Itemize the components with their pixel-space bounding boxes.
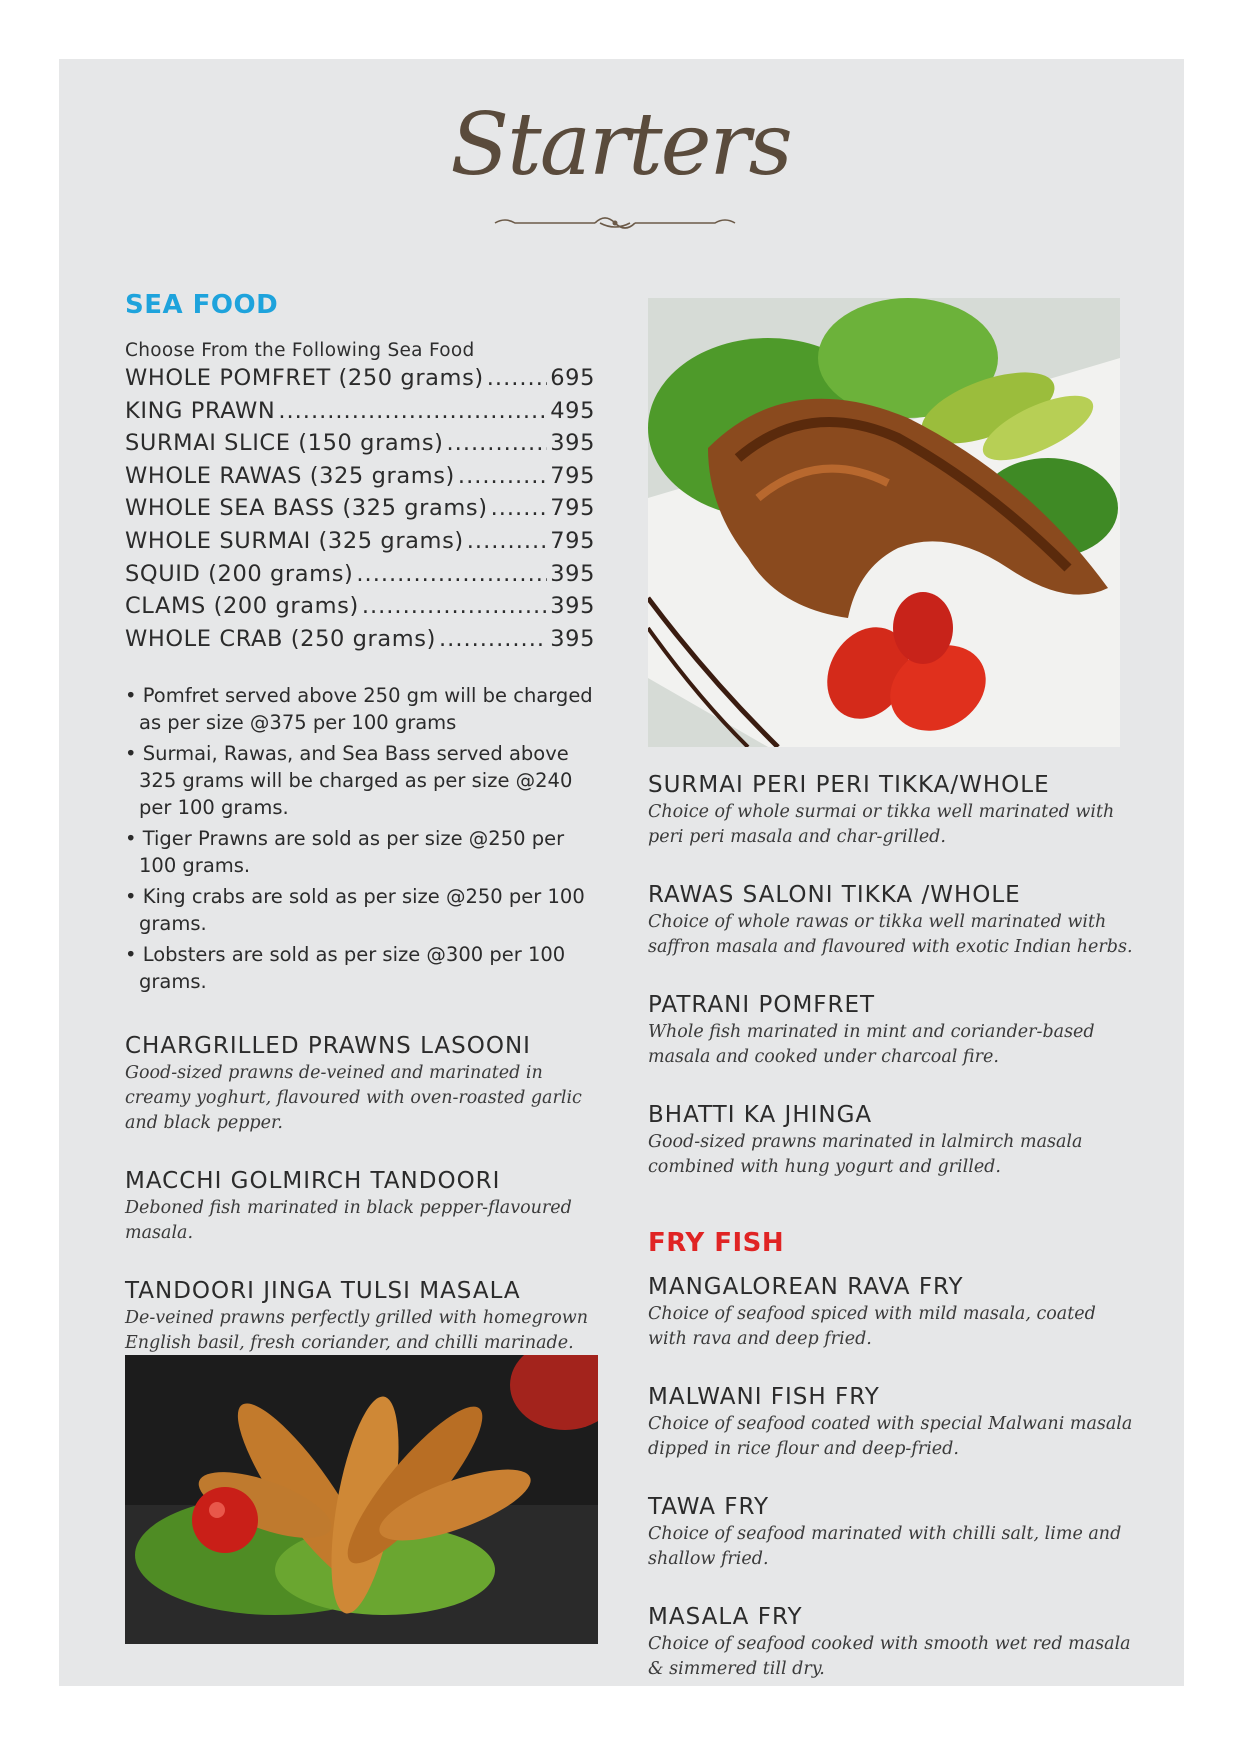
menu-item — [125, 1276, 595, 1356]
note-item: • Lobsters are sold as per size @300 per 100 grams. — [125, 941, 595, 995]
menu-item — [648, 1100, 1138, 1180]
menu-item-description: Choice of seafood spiced with mild masala, coated with rava and deep fried. — [648, 1304, 1096, 1349]
seafood-intro: Choose From the Following Sea Food — [125, 340, 475, 361]
menu-item-name: CHARGRILLED PRAWNS LASOONI — [125, 1033, 531, 1060]
menu-item-description: Deboned fish marinated in black pepper-flavoured masala. — [125, 1198, 572, 1244]
price-row — [125, 561, 595, 594]
price-row — [125, 365, 595, 398]
price-value: 395 — [550, 560, 595, 587]
menu-item — [648, 770, 1138, 850]
price-item-name: CLAMS (200 grams) — [125, 593, 359, 620]
price-dots — [439, 626, 547, 652]
menu-item — [125, 1166, 595, 1246]
fried-prawns-photo — [125, 1355, 598, 1644]
price-item-name: SQUID (200 grams) — [125, 560, 354, 587]
menu-item — [648, 880, 1138, 960]
menu-item-description: Good-sized prawns marinated in lalmirch masala combined with hung yogurt and grilled. — [648, 1132, 1083, 1177]
menu-item-description: Choice of seafood marinated with chilli salt, lime and shallow fried. — [648, 1524, 1122, 1569]
price-item-name: SURMAI SLICE (150 grams) — [125, 430, 444, 457]
price-row — [125, 398, 595, 431]
price-value: 495 — [550, 397, 595, 424]
menu-item — [648, 1492, 1138, 1572]
price-item-name: WHOLE SEA BASS (325 grams) — [125, 495, 488, 522]
price-row — [125, 626, 595, 659]
price-row — [125, 430, 595, 463]
menu-item-name: TANDOORI JINGA TULSI MASALA — [125, 1278, 521, 1305]
price-value: 395 — [550, 430, 595, 457]
menu-item-description: Good-sized prawns de-veined and marinated in creamy yoghurt, flavoured with oven-roasted garlic and black pepper. — [125, 1063, 582, 1134]
fryfish-items — [648, 1272, 1138, 1682]
price-dots — [362, 593, 547, 619]
note-item: • Surmai, Rawas, and Sea Bass served above 325 grams will be charged as per size @240 per 100 grams. — [125, 740, 595, 821]
page-title: Starters — [450, 95, 791, 195]
price-dots — [356, 561, 547, 587]
menu-item-name: MACCHI GOLMIRCH TANDOORI — [125, 1168, 501, 1195]
price-dots — [278, 398, 547, 424]
note-item: • Pomfret served above 250 gm will be charged as per size @375 per 100 grams — [125, 682, 595, 736]
menu-item-name: MASALA FRY — [648, 1604, 803, 1630]
seafood-notes — [125, 682, 595, 995]
left-items — [125, 1031, 595, 1356]
menu-item-name: SURMAI PERI PERI TIKKA/WHOLE — [648, 772, 1050, 798]
menu-item-description: Choice of seafood cooked with smooth wet red masala & simmered till dry. — [648, 1634, 1131, 1679]
right-column — [648, 770, 1138, 1712]
price-dots — [467, 528, 547, 554]
menu-item — [648, 990, 1138, 1070]
menu-item-description: Choice of whole surmai or tikka well marinated with peri peri masala and char-grilled. — [648, 802, 1115, 847]
right-items — [648, 770, 1138, 1180]
price-item-name: WHOLE RAWAS (325 grams) — [125, 462, 455, 489]
menu-item-name: PATRANI POMFRET — [648, 992, 876, 1018]
price-value: 795 — [550, 527, 595, 554]
price-dots — [447, 430, 548, 456]
menu-item-name: MANGALOREAN RAVA FRY — [648, 1274, 964, 1300]
menu-item-name: MALWANI FISH FRY — [648, 1384, 880, 1410]
menu-item — [648, 1602, 1138, 1682]
price-item-name: WHOLE POMFRET (250 grams) — [125, 365, 484, 391]
price-row — [125, 528, 595, 561]
menu-item-name: RAWAS SALONI TIKKA /WHOLE — [648, 882, 1021, 908]
seafood-price-list — [125, 365, 595, 658]
menu-item-description: Choice of whole rawas or tikka well marinated with saffron masala and flavoured with exotic Indian herbs. — [648, 912, 1133, 957]
price-value: 795 — [550, 462, 595, 489]
menu-item-name: BHATTI KA JHINGA — [648, 1102, 873, 1128]
price-dots — [458, 463, 547, 489]
fryfish-heading: FRY FISH — [648, 1228, 785, 1258]
price-item-name: WHOLE SURMAI (325 grams) — [125, 527, 464, 554]
note-item: • King crabs are sold as per size @250 per 100 grams. — [125, 883, 595, 937]
price-item-name: KING PRAWN — [125, 397, 276, 424]
menu-item-name: TAWA FRY — [648, 1494, 770, 1520]
grilled-fish-photo — [648, 298, 1120, 747]
price-row — [125, 495, 595, 528]
menu-item-description: Whole fish marinated in mint and coriander-based masala and cooked under charcoal fire. — [648, 1022, 1095, 1067]
menu-item — [648, 1382, 1138, 1462]
price-value: 795 — [550, 495, 595, 522]
left-column — [125, 290, 595, 1386]
price-value: 395 — [550, 625, 595, 652]
price-value: 395 — [550, 593, 595, 620]
price-dots — [491, 495, 548, 521]
menu-item — [648, 1272, 1138, 1352]
menu-item-description: Choice of seafood coated with special Malwani masala dipped in rice flour and deep-fried. — [648, 1414, 1133, 1459]
menu-item — [125, 1031, 595, 1136]
price-dots — [487, 365, 547, 391]
title-flourish — [490, 213, 740, 233]
price-item-name: WHOLE CRAB (250 grams) — [125, 625, 437, 652]
note-item: • Tiger Prawns are sold as per size @250 per 100 grams. — [125, 825, 595, 879]
price-row — [125, 593, 595, 626]
price-value: 695 — [550, 365, 595, 391]
seafood-heading: SEA FOOD — [125, 290, 279, 320]
price-row — [125, 463, 595, 496]
menu-item-description: De-veined prawns perfectly grilled with homegrown English basil, fresh coriander, and chilli marinade. — [125, 1308, 588, 1354]
